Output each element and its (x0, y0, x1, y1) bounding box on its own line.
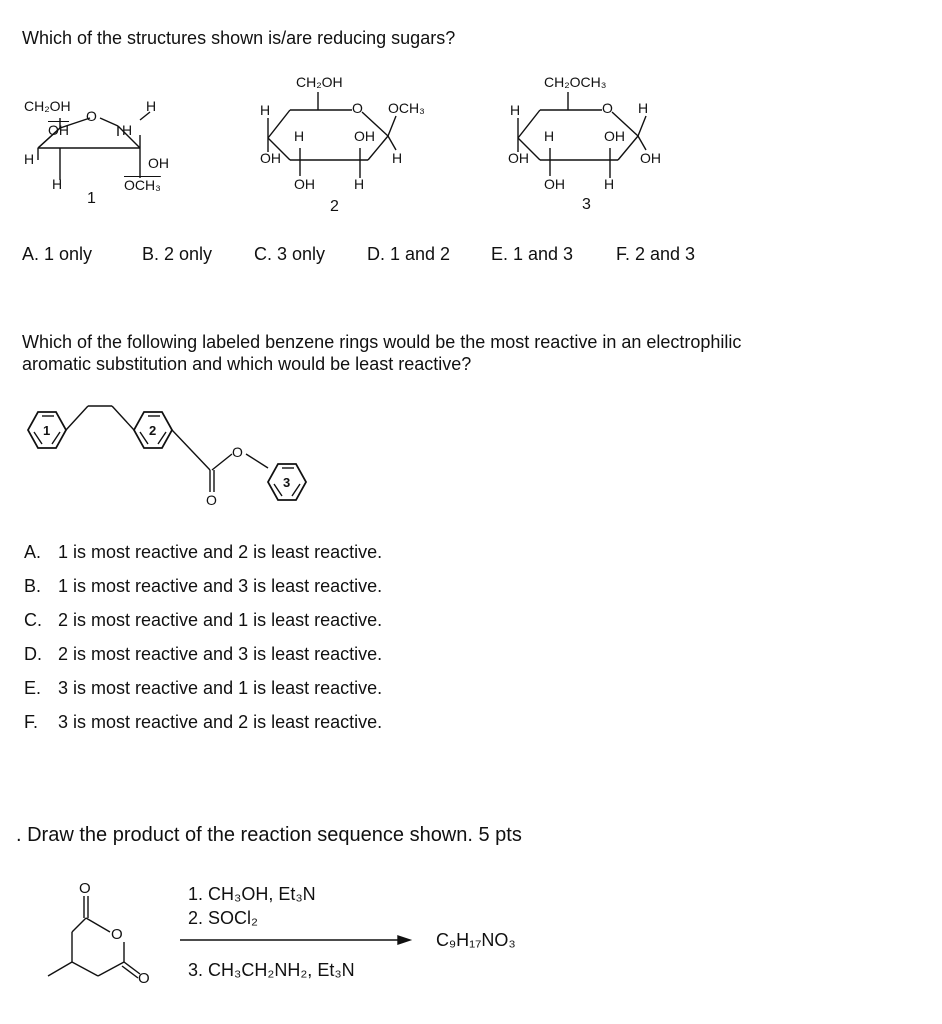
s2-oh-left: OH (260, 150, 281, 166)
s1-h-left: H (24, 151, 35, 167)
q2-option-e-text: 3 is most reactive and 1 is least reactive. (58, 678, 383, 698)
q2-option-c-letter: C. (24, 610, 42, 630)
s3-oh-bottom: OH (544, 176, 565, 192)
q2-option-e-letter: E. (24, 678, 42, 698)
ring-label-2: 2 (149, 423, 157, 438)
reagent-step-1: 1. CH₃OH, Et₃N (188, 884, 316, 904)
s3-ring-o: O (602, 100, 613, 116)
ring-label-1: 1 (43, 423, 51, 438)
question-2-line-2: aromatic substitution and which would be least reactive? (22, 354, 472, 374)
s2-h-right: H (392, 150, 403, 166)
s3-oh-inner: OH (604, 128, 625, 144)
s2-ring-o: O (352, 100, 363, 116)
q2-option-c-text: 2 is most reactive and 1 is least reactive. (58, 610, 383, 630)
q1-option-a[interactable]: A. 1 only (22, 244, 93, 264)
q2-option-b-letter: B. (24, 576, 42, 596)
question-2-line-1: Which of the following labeled benzene rings would be the most reactive in an electrophilic (22, 332, 742, 352)
s1-ch2oh: CH₂OH (24, 98, 71, 114)
q2-option-f-text: 3 is most reactive and 2 is least reactive. (58, 712, 383, 732)
ester-oxygen: O (232, 444, 243, 460)
s3-ch2och3: CH₂OCH₃ (544, 74, 607, 90)
s2-h-bottom: H (354, 176, 365, 192)
carbonyl-oxygen: O (206, 492, 217, 508)
s3-h-inner: H (544, 128, 555, 144)
q2-option-b-text: 1 is most reactive and 3 is least reactive. (58, 576, 383, 596)
q1-option-c[interactable]: C. 3 only (254, 244, 326, 264)
reagent-step-2: 2. SOCl₂ (188, 908, 259, 928)
s1-h-ring: H (122, 122, 133, 138)
q1-option-e[interactable]: E. 1 and 3 (491, 244, 574, 264)
s1-oh-top: $\overline{OH}$ (48, 122, 69, 138)
s2-och3: OCH₃ (388, 100, 425, 116)
reagent-step-3: 3. CH₃CH₂NH₂, Et₃N (188, 960, 355, 980)
s2-h-left-top: H (260, 102, 271, 118)
s1-oh-right: OH (148, 155, 169, 171)
anhydride-o-bottom: O (138, 970, 150, 987)
q2-option-a-letter: A. (24, 542, 42, 562)
s1-h-top-right: H (146, 98, 157, 114)
s2-oh-bottom: OH (294, 176, 315, 192)
s1-number: 1 (87, 190, 96, 207)
anhydride-o-top: O (79, 880, 91, 897)
s2-h-inner: H (294, 128, 305, 144)
s1-h-bottom: H (52, 176, 63, 192)
s2-ch2oh: CH₂OH (296, 74, 343, 90)
q2-option-d-text: 2 is most reactive and 3 is least reactive. (58, 644, 383, 664)
s3-h-left-top: H (510, 102, 521, 118)
q2-option-d-letter: D. (24, 644, 42, 664)
s3-h-bottom: H (604, 176, 615, 192)
question-1-text: Which of the structures shown is/are reducing sugars? (22, 28, 456, 48)
ring-label-3: 3 (283, 475, 291, 490)
q2-option-f-letter: F. (24, 712, 39, 732)
q2-option-a-text: 1 is most reactive and 2 is least reactive. (58, 542, 383, 562)
q1-option-b[interactable]: B. 2 only (142, 244, 213, 264)
s2-number: 2 (330, 198, 339, 215)
s3-oh-right: OH (640, 150, 661, 166)
product-formula: C₉H₁₇NO₃ (436, 930, 516, 950)
question-3-text: . Draw the product of the reaction sequence shown. 5 pts (16, 824, 522, 846)
s1-ring-o: O (86, 108, 97, 124)
s2-oh-inner: OH (354, 128, 375, 144)
anhydride-o-ring: O (111, 926, 123, 943)
s1-och3: OCH₃ (124, 177, 161, 193)
q1-option-f[interactable]: F. 2 and 3 (616, 244, 696, 264)
s3-number: 3 (582, 196, 591, 213)
q1-option-d[interactable]: D. 1 and 2 (367, 244, 451, 264)
s3-oh-left: OH (508, 150, 529, 166)
s3-h-top-right: H (638, 100, 649, 116)
